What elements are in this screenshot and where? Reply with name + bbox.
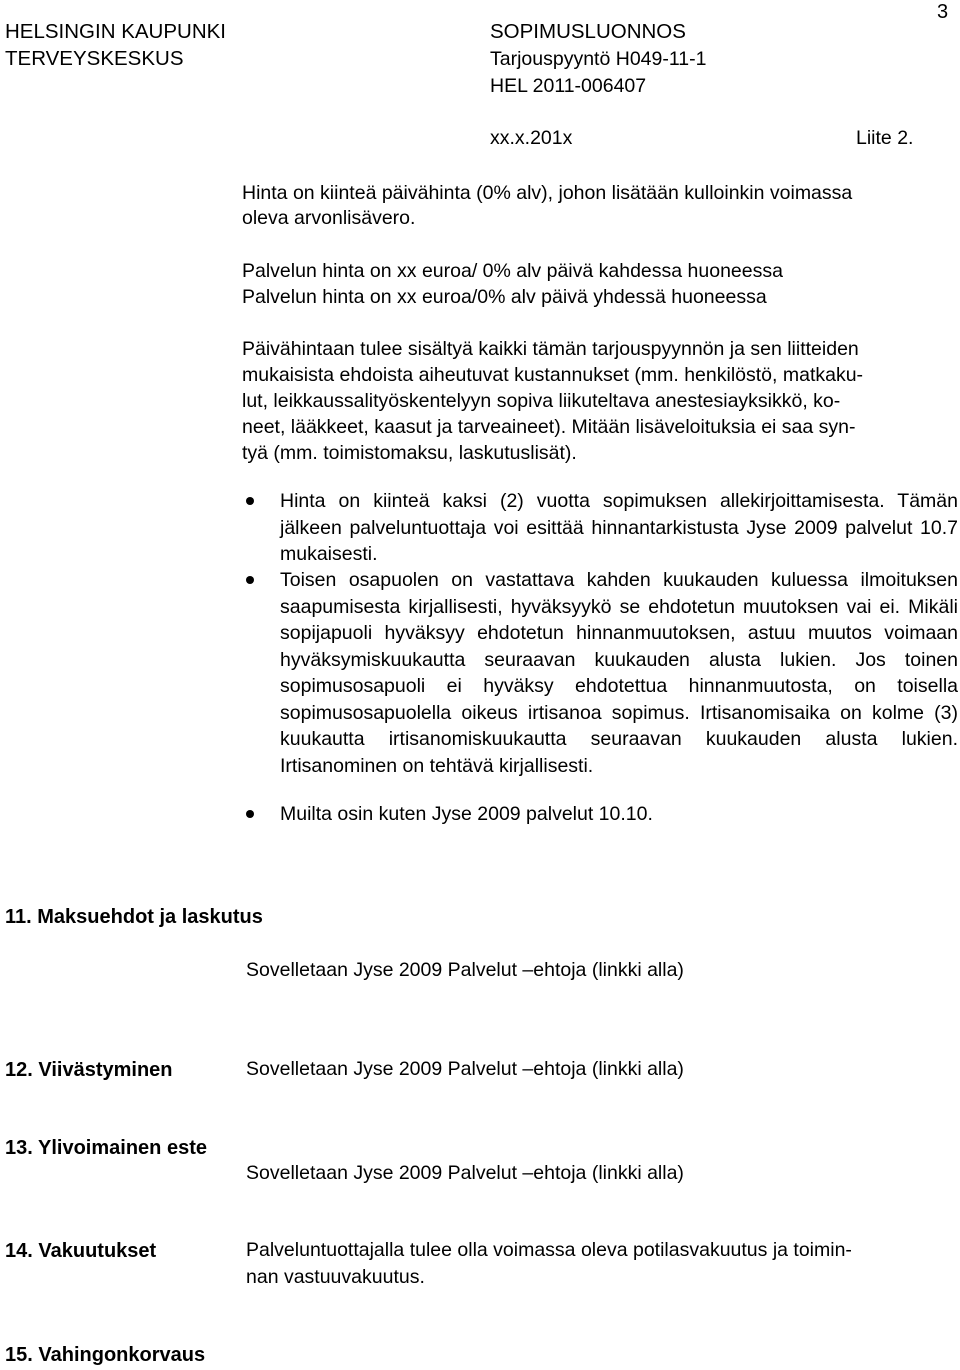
section-title: Vakuutukset (38, 1240, 157, 1262)
section-number: 15. (5, 1344, 33, 1366)
bullet-icon (246, 576, 254, 584)
section-title: Viivästyminen (38, 1059, 173, 1081)
section-title: Ylivoimainen este (38, 1137, 207, 1159)
section-11-text: Sovelletaan Jyse 2009 Palvelut –ehtoja (linkki alla) (246, 959, 684, 981)
price-line-one-room: Palvelun hinta on xx euroa/0% alv päivä yhdessä huoneessa (242, 286, 767, 308)
section-12-heading (5, 1060, 173, 1080)
bullet-text-price-change: Toisen osapuolen on vastattava kahden kuukauden kuluessa ilmoituksen saapumisesta kirjallisesti, hyväksyykö se ehdotetun muutoksen vai ei. Mikäli sopijapuoli hyväksyy ehdotetun hinnanmuutoksen, astuu muutos voimaan hyväksymiskuukautta seuraavan kuukauden alusta lukien. Jos toinen sopimusosapuoli ei hyväksy ehdotettua hinnanmuutosta, on toisella sopimusosapuolella oikeus irtisanoa sopimus. Irtisanomisaika on kolme (3) kuukautta irtisanomiskuukautta seuraavan kuukauden alusta lukien. Irtisanominen on tehtävä kirjallisesti. (280, 569, 958, 777)
case-reference: HEL 2011-006407 (490, 75, 647, 97)
section-13-heading (5, 1138, 207, 1158)
section-14-text-line-2: nan vastuuvakuutus. (246, 1266, 425, 1288)
organization-unit: TERVEYSKESKUS (5, 47, 184, 70)
includes-line-2: mukaisista ehdoista aiheutuvat kustannukset (mm. henkilöstö, matkaku- (242, 364, 864, 386)
bullet-icon (246, 497, 254, 505)
document-date: xx.x.201x (490, 127, 573, 149)
section-13-text: Sovelletaan Jyse 2009 Palvelut –ehtoja (linkki alla) (246, 1162, 684, 1184)
section-15-heading (5, 1345, 205, 1365)
attachment-label: Liite 2. (856, 127, 914, 149)
includes-line-5: tyä (mm. toimistomaksu, laskutuslisät). (242, 442, 577, 464)
organization-name: HELSINGIN KAUPUNKI (5, 20, 226, 43)
section-number: 11. (5, 906, 32, 928)
tender-reference: Tarjouspyyntö H049-11-1 (490, 48, 707, 70)
price-intro-line-2: oleva arvonlisävero. (242, 207, 416, 229)
bullet-text-price-fixed: Hinta on kiinteä kaksi (2) vuotta sopimuksen allekirjoittamisesta. Tämän jälkeen palveluntuottaja voi esittää hinnantarkistusta Jyse 2009 palvelut 10.7 mukaisesti. (280, 490, 958, 565)
price-intro-line-1: Hinta on kiinteä päivähinta (0% alv), johon lisätään kulloinkin voimassa (242, 182, 853, 204)
includes-line-1: Päivähintaan tulee sisältyä kaikki tämän tarjouspyynnön ja sen liitteiden (242, 338, 859, 360)
section-number: 13. (5, 1137, 33, 1159)
bullet-text-other-terms: Muilta osin kuten Jyse 2009 palvelut 10.10. (280, 803, 653, 825)
section-14-text-line-1: Palveluntuottajalla tulee olla voimassa oleva potilasvakuutus ja toimin- (246, 1239, 852, 1261)
page-number: 3 (937, 1, 949, 23)
section-12-text: Sovelletaan Jyse 2009 Palvelut –ehtoja (linkki alla) (246, 1058, 684, 1080)
section-title: Vahingonkorvaus (38, 1344, 206, 1366)
section-14-heading (5, 1241, 156, 1261)
includes-line-4: neet, lääkkeet, kaasut ja tarveaineet). Mitään lisäveloituksia ei saa syn- (242, 416, 856, 438)
section-11-heading (5, 907, 263, 927)
document-type: SOPIMUSLUONNOS (490, 20, 686, 43)
section-number: 14. (5, 1240, 33, 1262)
bullet-icon (246, 810, 254, 818)
section-number: 12. (5, 1059, 33, 1081)
price-line-two-rooms: Palvelun hinta on xx euroa/ 0% alv päivä kahdessa huoneessa (242, 260, 783, 282)
includes-line-3: lut, leikkaussalityöskentelyyn sopiva liikuteltava anestesiayksikkö, ko- (242, 390, 841, 412)
section-title: Maksuehdot ja laskutus (37, 906, 263, 928)
